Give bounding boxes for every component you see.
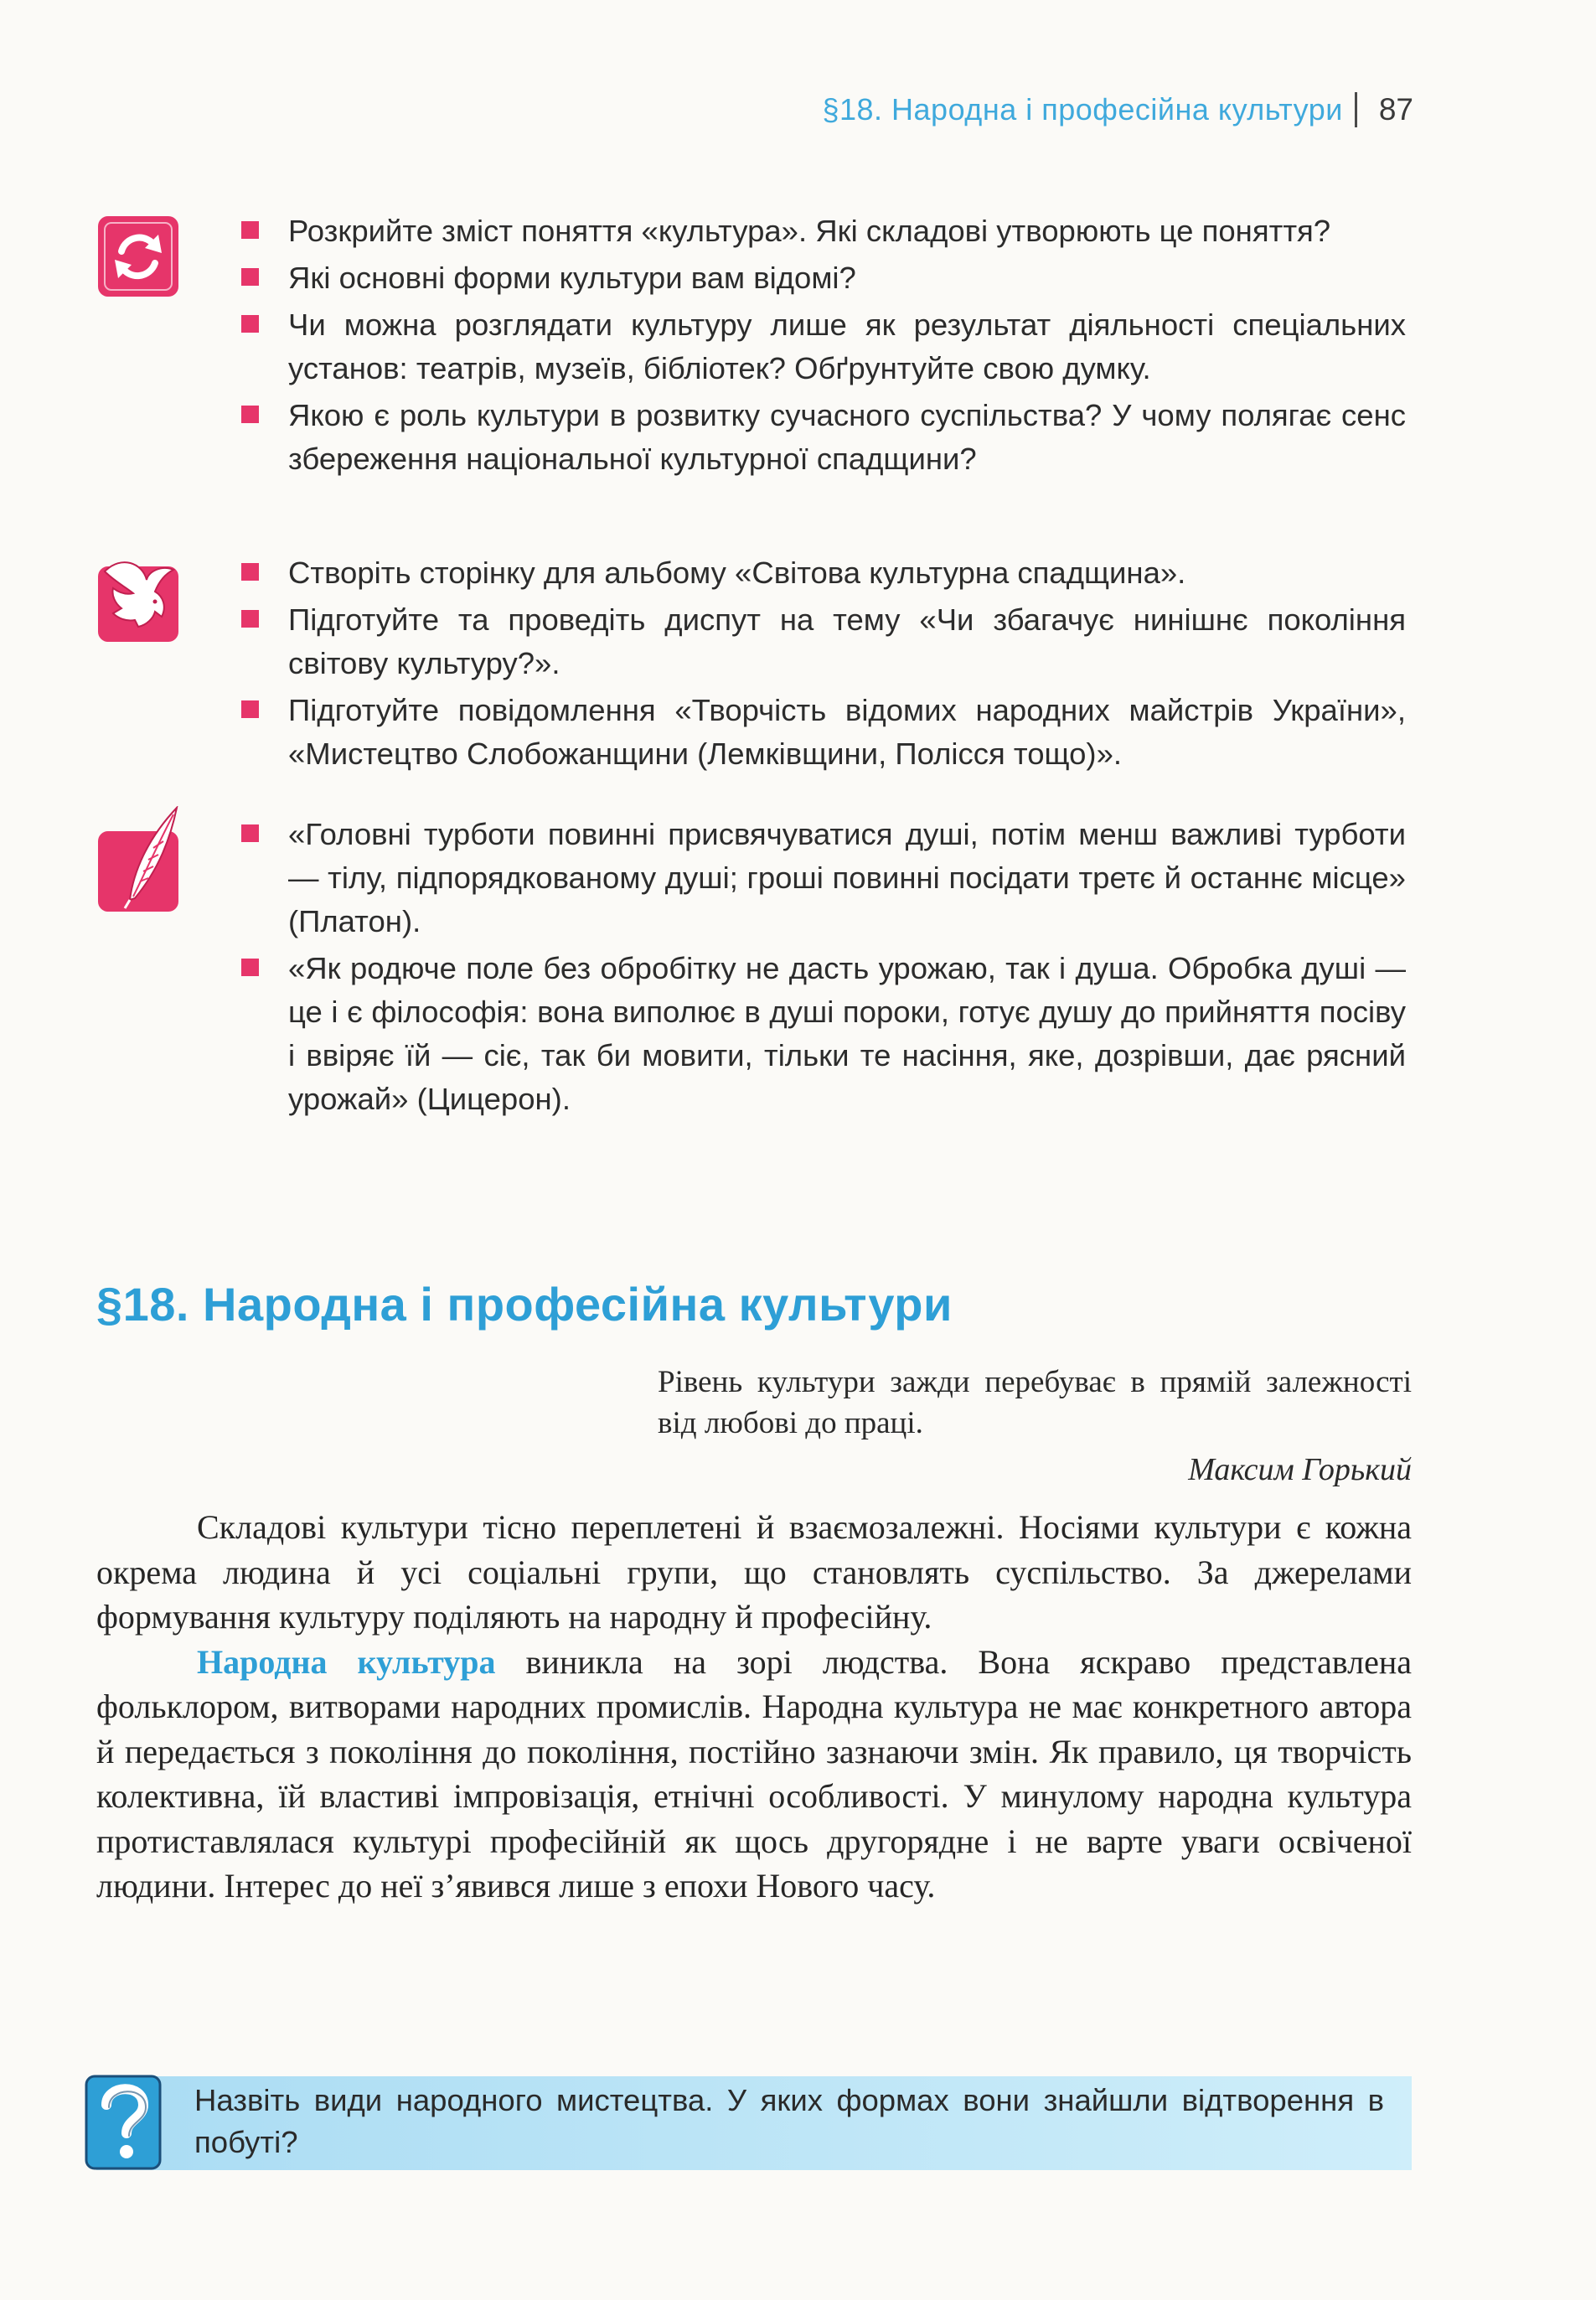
bullet-square-icon bbox=[241, 221, 259, 239]
list-item: Підготуйте та проведіть диспут на тему «Чи збагачує нинішнє покоління світову культуру?». bbox=[241, 598, 1406, 685]
section-title: §18. Народна і професійна культури bbox=[96, 1278, 953, 1331]
list-item: Розкрийте зміст поняття «культура». Які складові утворюють це поняття? bbox=[241, 209, 1406, 253]
bullet-square-icon bbox=[241, 406, 259, 423]
list-item: Чи можна розглядати культуру лише як результат діяльності спеціальних установ: театрів, музеїв, бібліотек? Обґрунтуйте свою думку. bbox=[241, 303, 1406, 390]
paragraph-1: Складові культури тісно переплетені й взаємозалежні. Носіями культури є кожна окрема людина й усі соціальні групи, що становлять суспільство. За джерелами формування культуру поділяють на народну й професійну. bbox=[96, 1508, 1412, 1636]
running-header-section: §18. Народна і професійна культури bbox=[822, 92, 1343, 127]
bullet-square-icon bbox=[241, 315, 259, 333]
pegasus-icon bbox=[96, 555, 180, 647]
list-item: Якою є роль культури в розвитку сучасного суспільства? У чому полягає сенс збереження національної культурної спадщини? bbox=[241, 394, 1406, 481]
list-item: «Головні турботи повинні присвячуватися душі, потім менш важливі турботи — тілу, підпорядкованому душі; гроші повинні посідати третє й останнє місце» (Платон). bbox=[241, 813, 1406, 943]
running-header-divider bbox=[1355, 92, 1357, 127]
bullet-square-icon bbox=[241, 268, 259, 286]
question-box bbox=[96, 2076, 1412, 2170]
quill-icon bbox=[96, 806, 180, 915]
running-header bbox=[822, 92, 1413, 127]
bullet-square-icon bbox=[241, 959, 259, 976]
epigraph-author: Максим Горький bbox=[1188, 1452, 1412, 1487]
question-text: Назвіть види народного мистецтва. У яких формах вони знайшли відтворення в побуті? bbox=[194, 2083, 1384, 2159]
section-body bbox=[96, 1505, 1412, 1909]
list-item: Підготуйте повідомлення «Творчість відомих народних майстрів України», «Мистецтво Слобожанщини (Лемківщини, Полісся тощо)». bbox=[241, 689, 1406, 776]
bullet-square-icon bbox=[241, 563, 259, 581]
epigraph: Рівень культури зажди перебуває в прямій залежності від любові до праці. bbox=[658, 1365, 1412, 1440]
review-questions-list bbox=[241, 209, 1406, 484]
list-item: Які основні форми культури вам відомі? bbox=[241, 256, 1406, 300]
question-mark-icon bbox=[83, 2068, 167, 2175]
key-term: Народна культура bbox=[197, 1642, 496, 1681]
paragraph-2: Народна культура виникла на зорі людства. Вона яскраво представлена фольклором, витворами народних промислів. Народна культура не має конкретного автора й передається з покоління до покоління, постійно зазнаючи змін. Як правило, ця творчість колективна, їй властиві імпровізація, етнічні особливості. У минулому народна культура протиставлялася культурі професійній як щось другорядне і не варте уваги освіченої людини. Інтерес до неї з’явився лише з епохи Нового часу. bbox=[96, 1642, 1413, 1905]
bullet-square-icon bbox=[241, 610, 259, 628]
review-arrows-icon bbox=[96, 214, 180, 298]
creative-tasks-list bbox=[241, 551, 1406, 779]
list-item: Створіть сторінку для альбому «Світова культурна спадщина». bbox=[241, 551, 1406, 595]
list-item: «Як родюче поле без обробітку не дасть урожаю, так і душа. Обробка душі — це і є філософія: вона виполює в душі пороки, готує душу до прийняття посіву і ввіряє їй — сіє, так би мовити, тільки те насіння, яке, дозрівши, дає рясний урожай» (Цицерон). bbox=[241, 947, 1406, 1121]
quotes-list bbox=[241, 813, 1406, 1124]
bullet-square-icon bbox=[241, 700, 259, 718]
page-number: 87 bbox=[1378, 92, 1413, 127]
bullet-square-icon bbox=[241, 824, 259, 842]
